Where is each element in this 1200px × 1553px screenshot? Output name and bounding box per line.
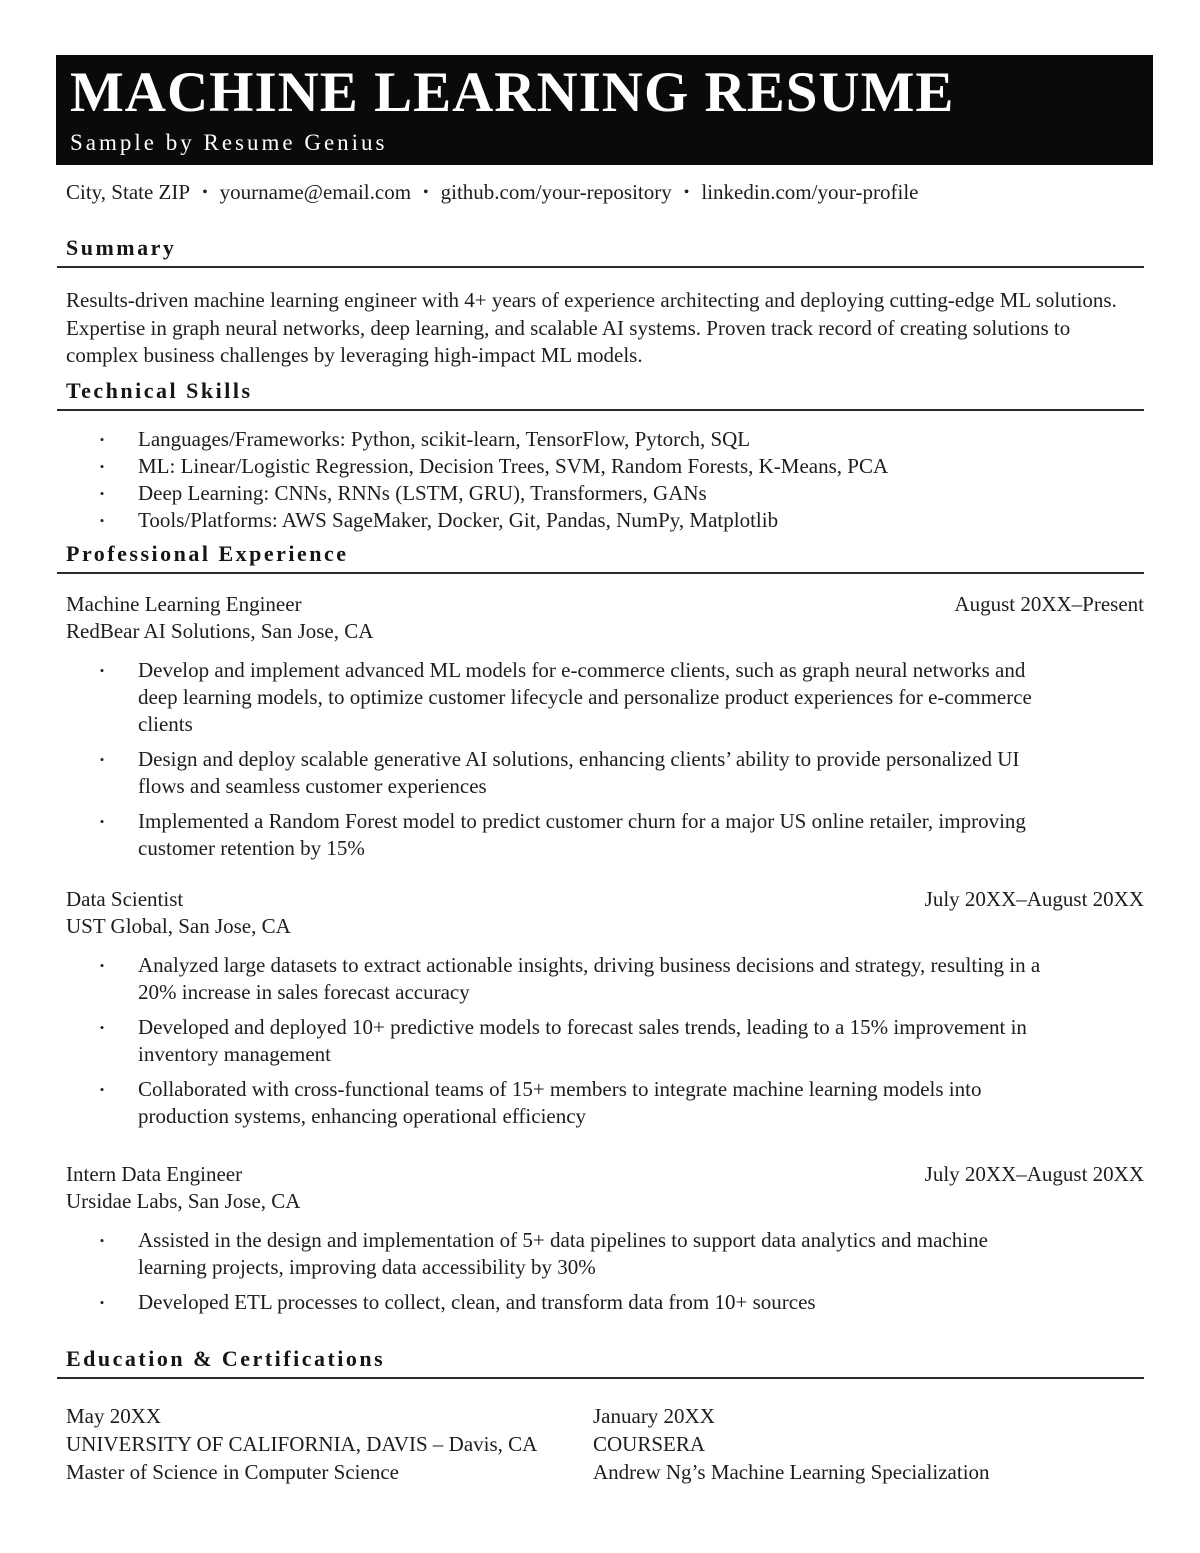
list-item bbox=[66, 1076, 1144, 1130]
contact-line bbox=[66, 178, 1146, 207]
education-detail: Andrew Ng’s Machine Learning Specialization bbox=[593, 1460, 990, 1484]
list-item bbox=[66, 746, 1144, 800]
job-entry bbox=[66, 591, 1144, 870]
summary-paragraph: Results-driven machine learning engineer with 4+ years of experience architecting and deploying cutting-edge ML solutions. Expertise in graph neural networks, deep learning, and scalable AI systems. Proven track record of creating solutions to complex business challenges by leveraging high-impact ML models. bbox=[66, 288, 1117, 367]
education-detail: Master of Science in Computer Science bbox=[66, 1460, 399, 1484]
bullet-icon: • bbox=[99, 958, 105, 973]
job-header bbox=[66, 1161, 1144, 1188]
section-heading-summary: Summary bbox=[57, 234, 1144, 268]
job-title: Intern Data Engineer bbox=[66, 1162, 243, 1186]
contact-location: City, State ZIP bbox=[66, 180, 191, 204]
list-item bbox=[66, 808, 1144, 862]
education-entry bbox=[66, 1402, 576, 1486]
education-section bbox=[66, 1402, 1144, 1492]
job-header bbox=[66, 591, 1144, 618]
skill-item-text: ML: Linear/Logistic Regression, Decision Trees, SVM, Random Forests, K-Means, PCA bbox=[138, 454, 889, 478]
list-item bbox=[66, 1227, 1144, 1281]
education-institution: UNIVERSITY OF CALIFORNIA, DAVIS – Davis, CA bbox=[66, 1432, 538, 1456]
job-title: Data Scientist bbox=[66, 887, 184, 911]
skill-item-text: Tools/Platforms: AWS SageMaker, Docker, Git, Pandas, NumPy, Matplotlib bbox=[138, 508, 779, 532]
job-entry bbox=[66, 1161, 1144, 1324]
education-institution: COURSERA bbox=[593, 1432, 706, 1456]
contact-separator: • bbox=[683, 184, 690, 201]
job-bullet-text: Analyzed large datasets to extract actionable insights, driving business decisions and strategy, resulting in a 20% increase in sales forecast accuracy bbox=[138, 953, 1041, 1004]
job-title: Machine Learning Engineer bbox=[66, 592, 302, 616]
bullet-icon: • bbox=[99, 814, 105, 829]
job-dates: July 20XX–August 20XX bbox=[924, 887, 1144, 911]
list-item bbox=[66, 426, 1086, 453]
job-company: RedBear AI Solutions, San Jose, CA bbox=[66, 619, 374, 643]
bullet-icon: • bbox=[99, 513, 105, 528]
section-heading-education: Education & Certifications bbox=[57, 1345, 1144, 1379]
resume-title: MACHINE LEARNING RESUME bbox=[70, 61, 955, 124]
job-bullet-list bbox=[66, 952, 1144, 1130]
job-entry bbox=[66, 886, 1144, 1138]
skill-item-text: Deep Learning: CNNs, RNNs (LSTM, GRU), Transformers, GANs bbox=[138, 481, 707, 505]
skills-list bbox=[66, 426, 1086, 534]
contact-github: github.com/your-repository bbox=[440, 180, 672, 204]
list-item bbox=[66, 507, 1086, 534]
contact-separator: • bbox=[423, 184, 429, 201]
bullet-icon: • bbox=[99, 486, 105, 501]
bullet-icon: • bbox=[99, 432, 105, 447]
job-header bbox=[66, 886, 1144, 913]
contact-separator: • bbox=[202, 184, 208, 201]
list-item bbox=[66, 453, 1086, 480]
list-item bbox=[66, 480, 1086, 507]
bullet-icon: • bbox=[99, 1082, 105, 1097]
section-heading-skills: Technical Skills bbox=[57, 377, 1144, 411]
job-bullet-text: Developed ETL processes to collect, clean, and transform data from 10+ sources bbox=[138, 1290, 816, 1314]
job-company: Ursidae Labs, San Jose, CA bbox=[66, 1189, 301, 1213]
job-bullet-text: Design and deploy scalable generative AI solutions, enhancing clients’ ability to provide personalized UI flows and seamless customer experiences bbox=[138, 747, 1020, 798]
job-bullet-text: Assisted in the design and implementation of 5+ data pipelines to support data analytics and machine learning projects, improving data accessibility by 30% bbox=[138, 1228, 988, 1279]
education-date: January 20XX bbox=[593, 1404, 715, 1428]
bullet-icon: • bbox=[99, 663, 105, 678]
job-dates: July 20XX–August 20XX bbox=[924, 1162, 1144, 1186]
job-dates: August 20XX–Present bbox=[954, 592, 1144, 616]
contact-email: yourname@email.com bbox=[219, 180, 412, 204]
bullet-icon: • bbox=[99, 459, 105, 474]
job-bullet-text: Develop and implement advanced ML models for e-commerce clients, such as graph neural networks and deep learning models, to optimize customer lifecycle and personalize product experiences for e-commerce clients bbox=[138, 658, 1032, 736]
list-item bbox=[66, 1014, 1144, 1068]
list-item bbox=[66, 1289, 1144, 1316]
resume-subtitle: Sample by Resume Genius bbox=[70, 130, 388, 155]
bullet-icon: • bbox=[99, 752, 105, 767]
job-bullet-text: Developed and deployed 10+ predictive models to forecast sales trends, leading to a 15% improvement in inventory management bbox=[138, 1015, 1027, 1066]
job-bullet-list bbox=[66, 657, 1144, 862]
skill-item-text: Languages/Frameworks: Python, scikit-learn, TensorFlow, Pytorch, SQL bbox=[138, 427, 751, 451]
job-company: UST Global, San Jose, CA bbox=[66, 914, 291, 938]
education-entry bbox=[593, 1402, 1144, 1486]
section-heading-experience: Professional Experience bbox=[57, 540, 1144, 574]
bullet-icon: • bbox=[99, 1233, 105, 1248]
job-bullet-text: Implemented a Random Forest model to predict customer churn for a major US online retailer, improving customer retention by 15% bbox=[138, 809, 1026, 860]
job-bullet-list bbox=[66, 1227, 1144, 1316]
bullet-icon: • bbox=[99, 1295, 105, 1310]
bullet-icon: • bbox=[99, 1020, 105, 1035]
job-bullet-text: Collaborated with cross-functional teams of 15+ members to integrate machine learning models into production systems, enhancing operational efficiency bbox=[138, 1077, 982, 1128]
list-item bbox=[66, 952, 1144, 1006]
education-date: May 20XX bbox=[66, 1404, 162, 1428]
resume-banner bbox=[56, 55, 1153, 165]
contact-linkedin: linkedin.com/your-profile bbox=[701, 180, 919, 204]
list-item bbox=[66, 657, 1144, 738]
